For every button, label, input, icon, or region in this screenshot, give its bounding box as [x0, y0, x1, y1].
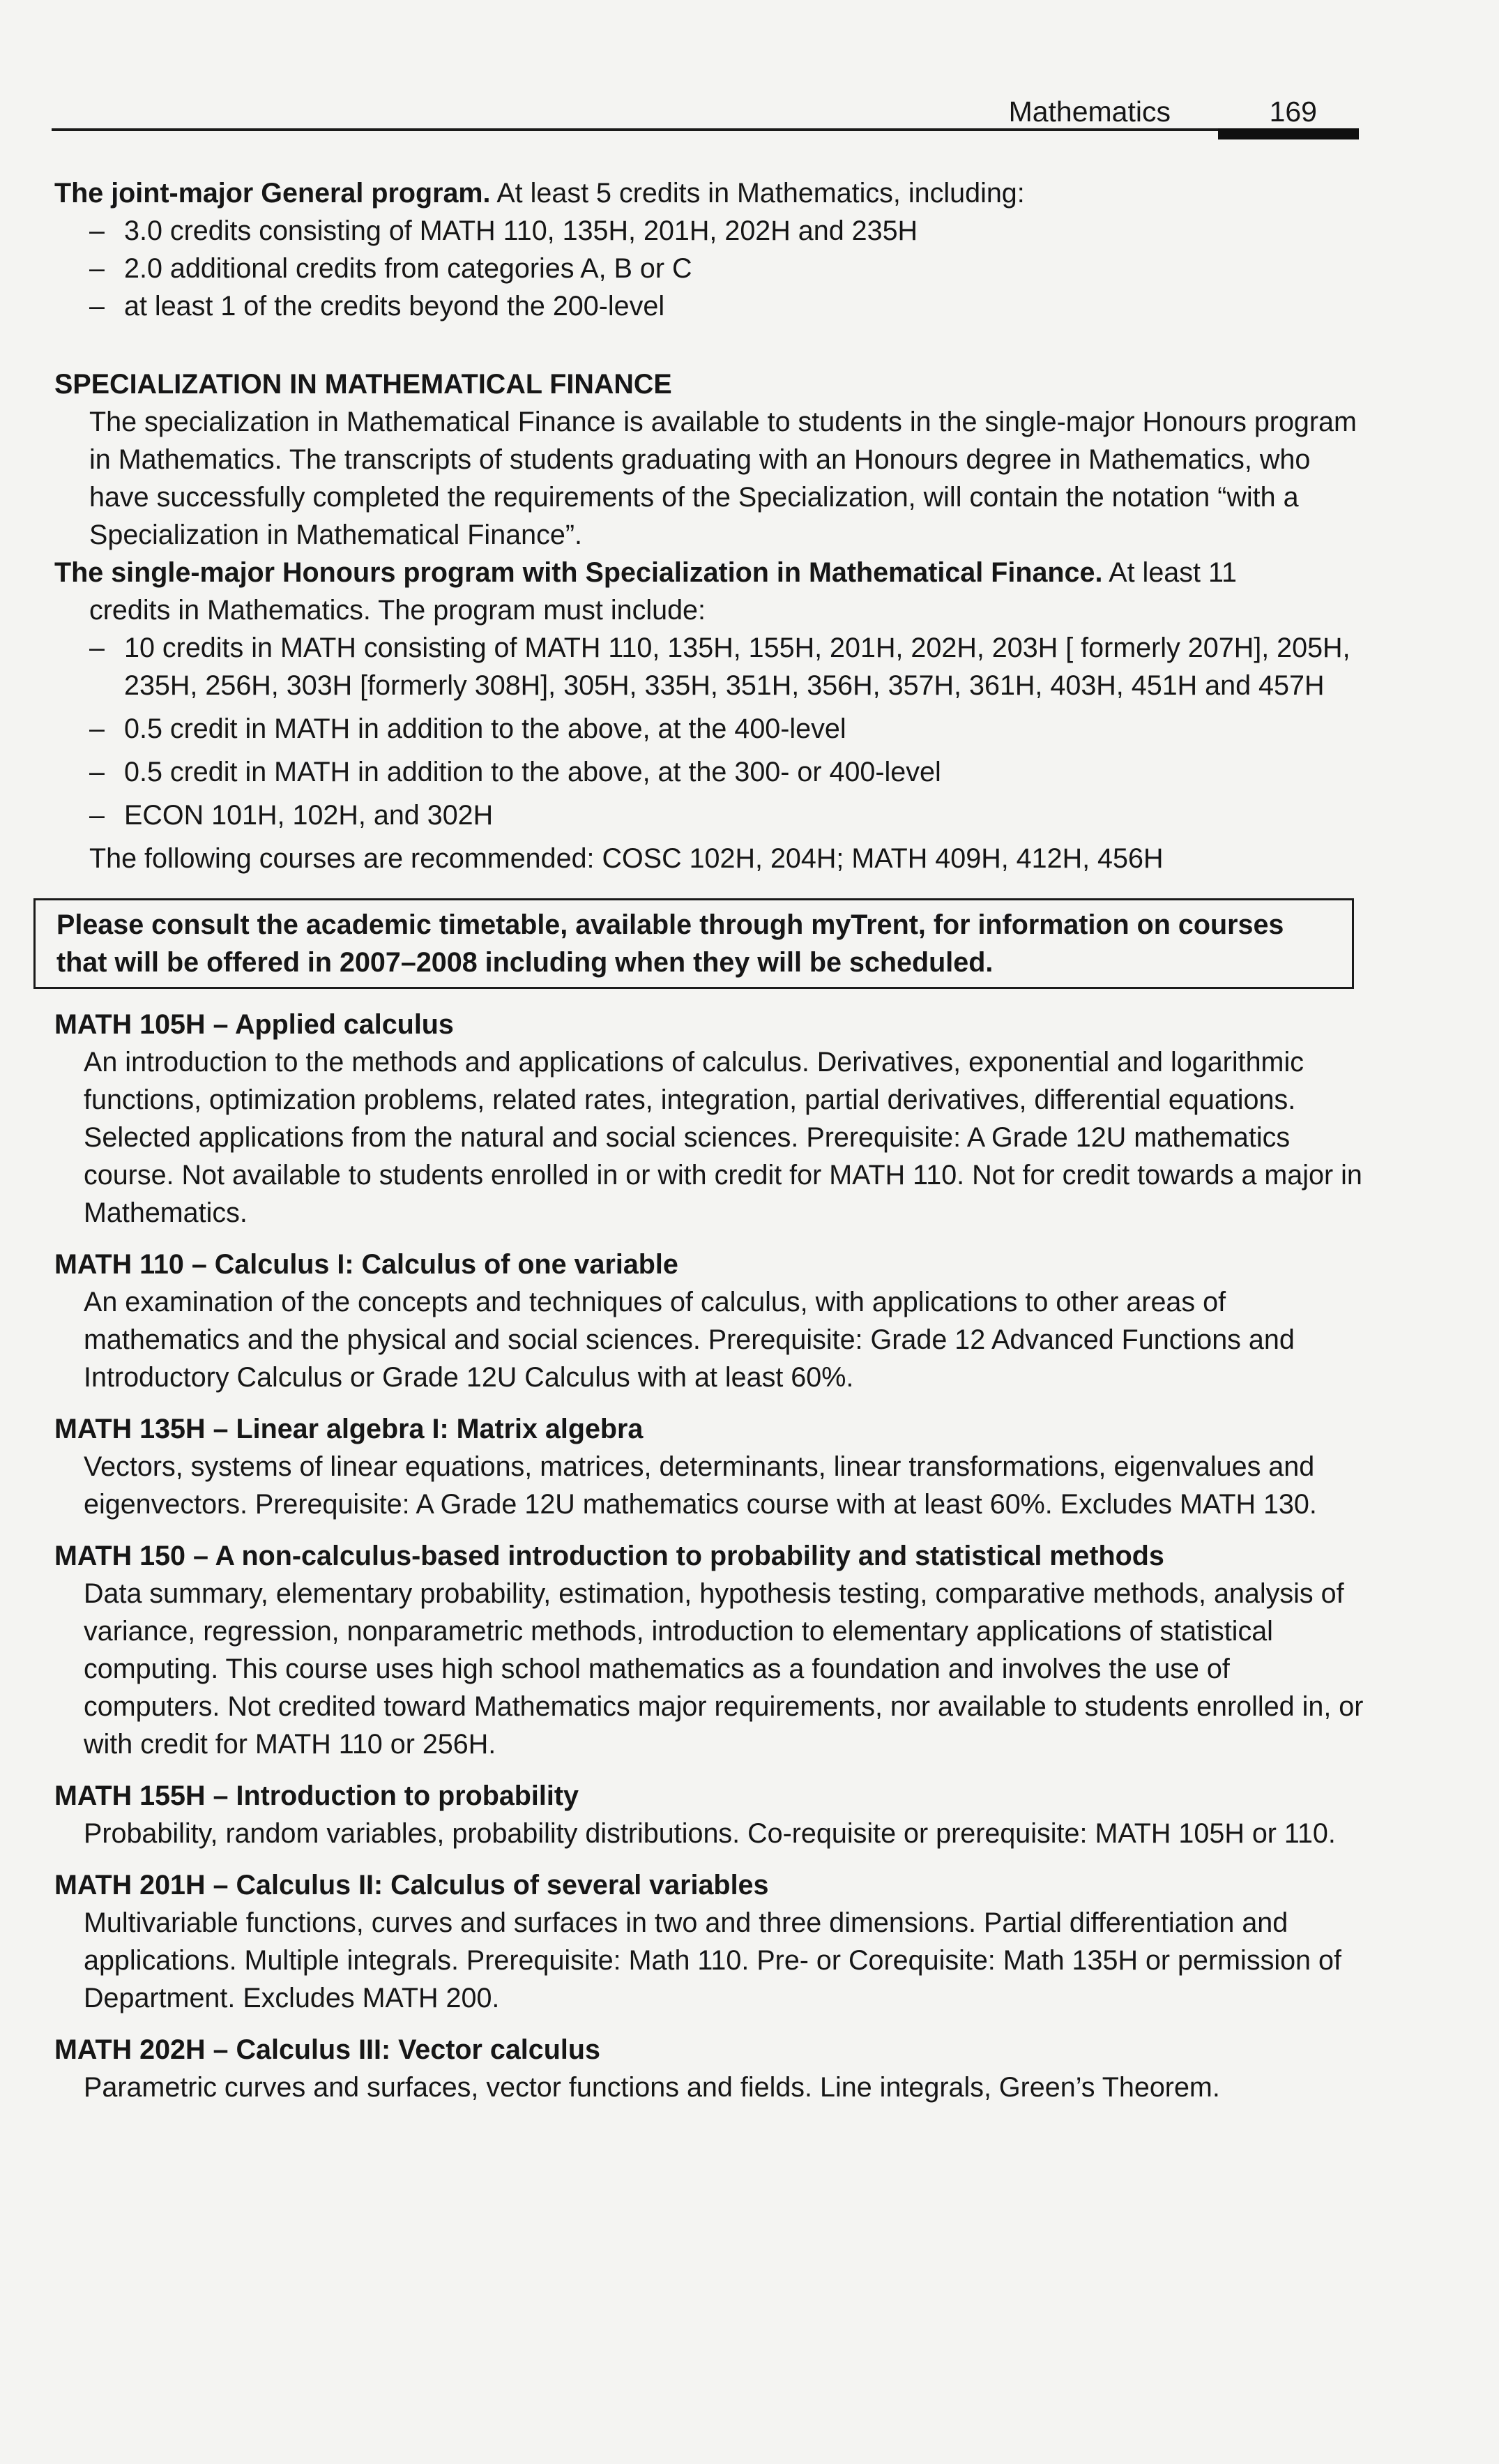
joint-major-paragraph [54, 174, 1365, 212]
course-entry [54, 1246, 1365, 1396]
page-number: 169 [1269, 96, 1317, 128]
course-entry [54, 2031, 1365, 2106]
course-title: MATH 135H – Linear algebra I: Matrix algebra [54, 1414, 644, 1444]
course-title: MATH 155H – Introduction to probability [54, 1781, 579, 1811]
course-description: Data summary, elementary probability, estimation, hypothesis testing, comparative methods, analysis of variance, regression, nonparametric methods, introduction to elementary applications of statistical computing. This course uses high school mathematics as a foundation and involves the use of computers. Not credited toward Mathematics major requirements, nor available to students enrolled in, or with credit for MATH 110 or 256H. [84, 1578, 1364, 1760]
course-description: An introduction to the methods and applications of calculus. Derivatives, exponential and logarithmic functions, optimization problems, related rates, integration, partial derivatives, differential equations. Selected applications from the natural and social sciences. Prerequisite: A Grade 12U mathematics course. Not available to students enrolled in or with credit for MATH 110. Not for credit towards a major in Mathematics. [84, 1047, 1362, 1228]
honours-program-list [54, 629, 1365, 834]
course-entry [54, 1537, 1365, 1763]
running-header [52, 84, 1359, 146]
joint-major-list [54, 212, 1365, 325]
list-item: – 3.0 credits consisting of MATH 110, 135H, 201H, 202H and 235H [89, 216, 918, 246]
course-entry [54, 1006, 1365, 1232]
course-title: MATH 105H – Applied calculus [54, 1009, 454, 1040]
joint-major-intro: At least 5 credits in Mathematics, including: [490, 178, 1025, 209]
honours-program-intro: credits in Mathematics. The program must include: [89, 595, 706, 626]
course-description: Multivariable functions, curves and surfaces in two and three dimensions. Partial differentiation and applications. Multiple integrals. Prerequisite: Math 110. Pre- or Corequisite: Math 135H or permission of Department. Excludes MATH 200. [84, 1907, 1341, 2013]
course-title: MATH 110 – Calculus I: Calculus of one variable [54, 1249, 678, 1280]
list-item: – 10 credits in MATH consisting of MATH 110, 135H, 155H, 201H, 202H, 203H [ formerly 207H], 205H, 235H, 256H, 303H [formerly 308H], 305H, 335H, 351H, 356H, 357H, 361H, 403H, 451H and 457H [89, 633, 1350, 701]
timetable-notice: Please consult the academic timetable, available through myTrent, for information on courses that will be offered in 2007–2008 including when they will be scheduled. [33, 898, 1354, 989]
course-title: MATH 201H – Calculus II: Calculus of several variables [54, 1870, 769, 1900]
honours-program-paragraph: The single-major Honours program with Specialization in Mathematical Finance. At least 11 [54, 557, 1237, 588]
course-title: MATH 150 – A non-calculus-based introduction to probability and statistical methods [54, 1541, 1164, 1571]
list-item: – 0.5 credit in MATH in addition to the above, at the 300- or 400-level [89, 757, 941, 787]
list-item: – at least 1 of the credits beyond the 200-level [89, 291, 665, 322]
course-entry [54, 1410, 1365, 1523]
course-description: An examination of the concepts and techniques of calculus, with applications to other areas of mathematics and the physical and social sciences. Prerequisite: Grade 12 Advanced Functions and Introductory Calculus or Grade 12U Calculus with at least 60%. [84, 1287, 1295, 1393]
course-description: Vectors, systems of linear equations, matrices, determinants, linear transformations, eigenvalues and eigenvectors. Prerequisite: A Grade 12U mathematics course with at least 60%. Excludes MATH 130. [84, 1451, 1317, 1520]
course-title: MATH 202H – Calculus III: Vector calculus [54, 2034, 600, 2065]
course-entry [54, 1777, 1365, 1852]
section-name: Mathematics [1008, 96, 1171, 128]
specialization-body: The specialization in Mathematical Finance is available to students in the single-major Honours program in Mathematics. The transcripts of students graduating with an Honours degree in Mathematics, who have successfully completed the requirements of the Specialization, will contain the notation “with a Specialization in Mathematical Finance”. [89, 407, 1357, 550]
honours-program-title: The single-major Honours program with Specialization in Mathematical Finance. [54, 557, 1103, 588]
list-item: – 0.5 credit in MATH in addition to the above, at the 400-level [89, 713, 846, 744]
list-item: – 2.0 additional credits from categories A, B or C [89, 253, 692, 284]
recommended-courses: The following courses are recommended: COSC 102H, 204H; MATH 409H, 412H, 456H [89, 843, 1164, 874]
course-description: Parametric curves and surfaces, vector functions and fields. Line integrals, Green’s Theorem. [84, 2072, 1220, 2103]
specialization-heading: SPECIALIZATION IN MATHEMATICAL FINANCE [54, 369, 672, 400]
header-rule [52, 128, 1359, 131]
course-entry [54, 1866, 1365, 2017]
joint-major-title: The joint-major General program. [54, 178, 491, 209]
header-thumb-tab [1218, 128, 1359, 139]
page-content [54, 174, 1365, 2106]
course-description: Probability, random variables, probability distributions. Co-requisite or prerequisite: MATH 105H or 110. [84, 1818, 1336, 1849]
list-item: – ECON 101H, 102H, and 302H [89, 800, 494, 831]
